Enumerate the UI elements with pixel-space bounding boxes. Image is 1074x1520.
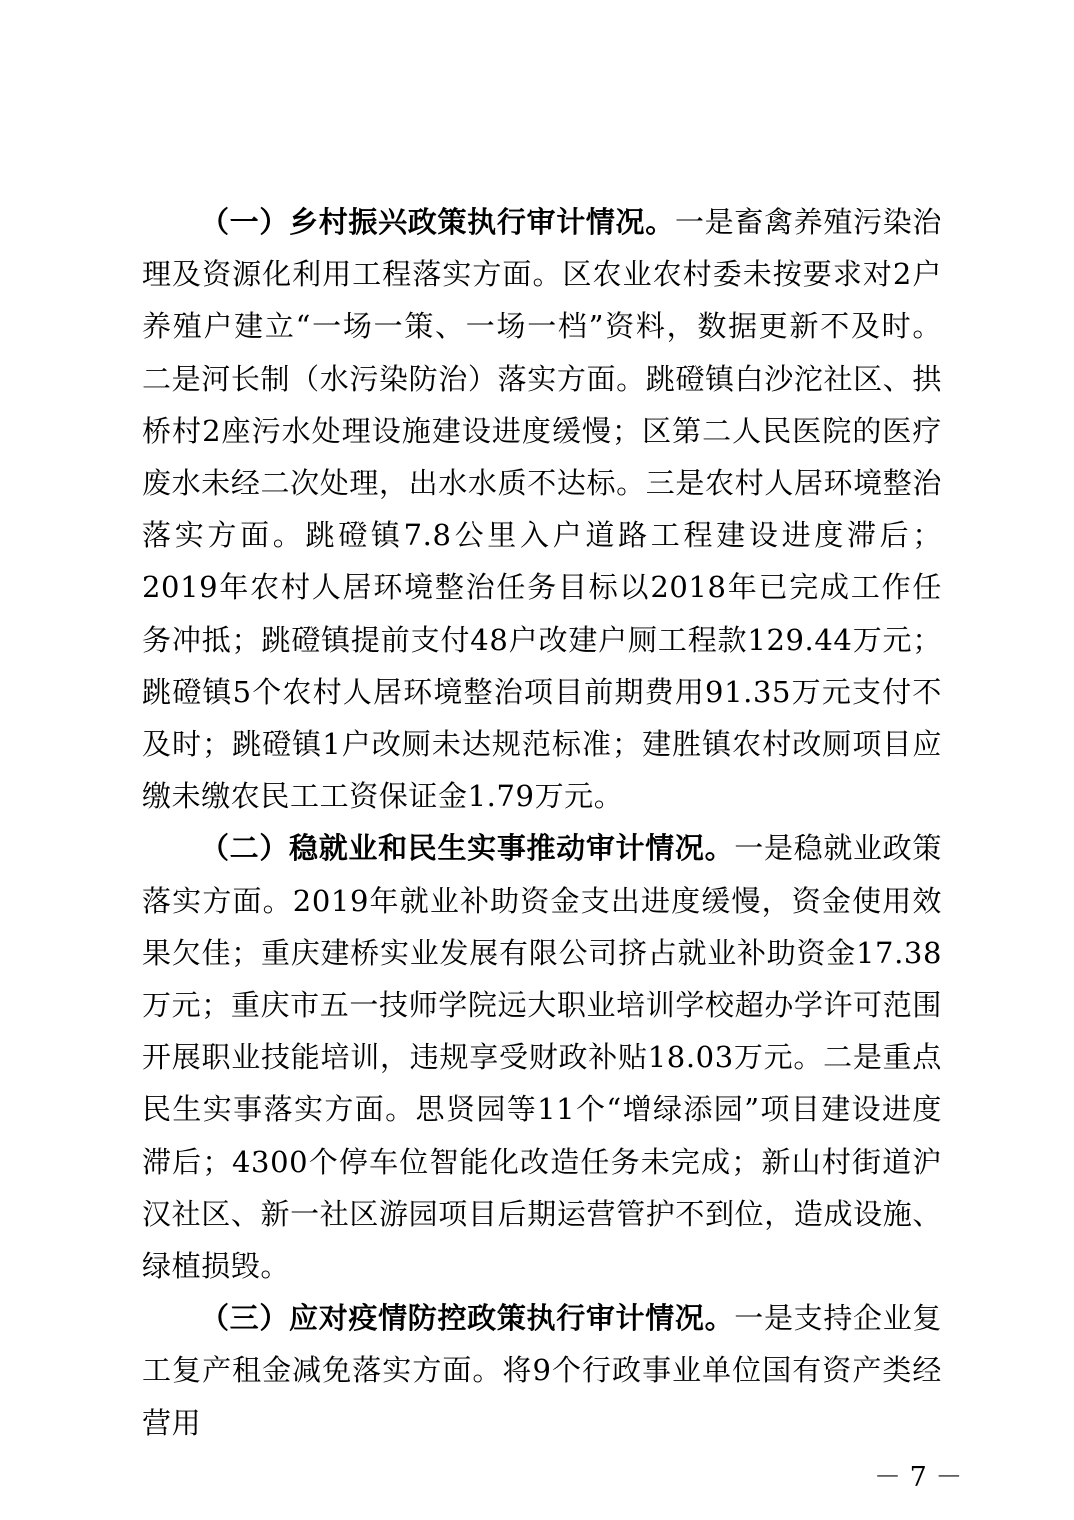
paragraph-epidemic-control xyxy=(142,1292,942,1449)
paragraph-heading: （三）应对疫情防控政策执行审计情况。 xyxy=(200,1301,735,1336)
paragraph-heading: （一）乡村振兴政策执行审计情况。 xyxy=(200,205,675,239)
paragraph-heading: （二）稳就业和民生实事推动审计情况。 xyxy=(200,831,735,866)
paragraph-rural-revitalization xyxy=(142,196,942,822)
paragraph-employment-livelihood xyxy=(142,822,942,1292)
document-body xyxy=(142,196,942,1449)
paragraph-text: 一是稳就业政策落实方面。2019年就业补助资金支出进度缓慢，资金使用效果欠佳；重庆建桥实业发展有限公司挤占就业补助资金17.38万元；重庆市五一技师学院远大职业培训学校超办学许可范围开展职业技能培训，违规享受财政补贴18.03万元。二是重点民生实事落实方面。思贤园等11个“增绿添园”项目建设进度滞后；4300个停车位智能化改造任务未完成；新山村街道沪汉社区、新一社区游园项目后期运营管护不到位，造成设施、绿植损毁。 xyxy=(142,831,942,1284)
paragraph-text: 一是畜禽养殖污染治理及资源化利用工程落实方面。区农业农村委未按要求对2户养殖户建立“一场一策、一场一档”资料，数据更新不及时。二是河长制（水污染防治）落实方面。跳磴镇白沙沱社区、拱桥村2座污水处理设施建设进度缓慢；区第二人民医院的医疗废水未经二次处理，出水水质不达标。三是农村人居环境整治落实方面。跳磴镇7.8公里入户道路工程建设进度滞后；2019年农村人居环境整治任务目标以2018年已完成工作任务冲抵；跳磴镇提前支付48户改建户厕工程款129.44万元；跳磴镇5个农村人居环境整治项目前期费用91.35万元支付不及时；跳磴镇1户改厕未达规范标准；建胜镇农村改厕项目应缴未缴农民工工资保证金1.79万元。 xyxy=(142,205,942,814)
paragraph-text: 一是支持企业复工复产租金减免落实方面。将9个行政事业单位国有资产类经营用 xyxy=(142,1301,942,1440)
page-number: － 7 － xyxy=(874,1462,963,1493)
